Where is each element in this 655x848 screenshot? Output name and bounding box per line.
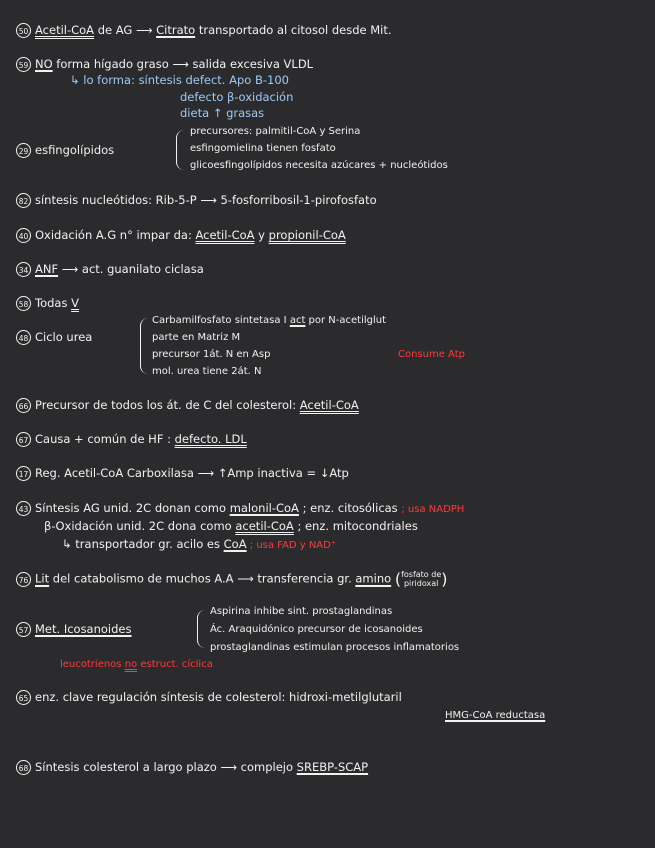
- term: act: [289, 315, 306, 326]
- note-65: [16, 690, 402, 705]
- brace: [176, 130, 185, 170]
- text: síntesis nucleótidos: Rib-5-P ⟶ 5-fosforribosil-1-pirofosfato: [35, 193, 377, 207]
- branch: esfingomielina tienen fosfato: [190, 143, 336, 154]
- note-43-line3: [62, 537, 336, 553]
- text: Síntesis colesterol a largo plazo ⟶ complejo: [35, 760, 297, 774]
- term: NO: [35, 57, 53, 71]
- note-number: 58: [16, 296, 31, 311]
- note-number: 66: [16, 398, 31, 413]
- note-50: [16, 23, 392, 38]
- text: del catabolismo de muchos A.A ⟶ transferencia gr.: [49, 571, 356, 586]
- term: defecto. LDL: [174, 432, 247, 446]
- note-66: [16, 398, 359, 413]
- note-number: 67: [16, 432, 31, 447]
- note-number: 65: [16, 690, 31, 705]
- note-number: 82: [16, 193, 31, 208]
- text: Precursor de todos los át. de C del colesterol:: [35, 398, 300, 412]
- term: V: [71, 296, 79, 310]
- term: Acetil-CoA: [195, 228, 255, 242]
- text: piridoxal: [403, 579, 439, 588]
- note-number: 68: [16, 760, 31, 775]
- text: ↳ transportador gr. acilo es: [62, 537, 224, 551]
- note-number: 57: [16, 622, 31, 637]
- text: ; enz. mitocondriales: [293, 519, 418, 533]
- note-57: [16, 622, 132, 637]
- text: Carbamilfosfato sintetasa I: [152, 315, 290, 326]
- note-number: 48: [16, 330, 31, 345]
- note-number: 43: [16, 501, 31, 516]
- text: β-Oxidación unid. 2C dona como: [44, 519, 236, 533]
- term: CoA: [223, 537, 247, 551]
- text: estruct. cíclica: [137, 659, 213, 670]
- paren-note: [401, 570, 441, 588]
- text: Síntesis AG unid. 2C donan como: [35, 501, 230, 515]
- text: leucotrienos: [60, 659, 125, 670]
- brace: [197, 610, 206, 648]
- term: no: [124, 659, 138, 670]
- note-76: 76 Lit del catabolismo de muchos A.A ⟶ transferencia gr. amino (fosfato de piridoxal ): [16, 570, 447, 588]
- term: propionil-CoA: [268, 228, 346, 242]
- term: Acetil-CoA: [299, 398, 359, 412]
- note-82: [16, 193, 377, 208]
- text: ⟶ act. guanilato ciclasa: [58, 262, 204, 276]
- term: SREBP-SCAP: [296, 760, 369, 774]
- branch: mol. urea tiene 2át. N: [152, 366, 262, 377]
- text: Reg. Acetil-CoA Carboxilasa ⟶ ↑Amp inactiva = ↓Atp: [35, 466, 349, 480]
- text: Oxidación A.G n° impar da:: [35, 228, 196, 242]
- branch: [152, 313, 386, 328]
- red-note: [60, 657, 213, 672]
- text: de AG ⟶: [94, 23, 157, 37]
- note-67: [16, 432, 247, 447]
- note-17: [16, 466, 349, 481]
- term: amino: [355, 571, 392, 586]
- label: Ciclo urea: [35, 330, 93, 344]
- note-34: [16, 262, 204, 277]
- branch: Aspirina inhibe sint. prostaglandinas: [210, 606, 393, 617]
- note-40: [16, 228, 346, 243]
- note-number: 40: [16, 228, 31, 243]
- text: ; enz. citosólicas: [298, 501, 402, 515]
- red-note: ; usa NADPH: [401, 504, 465, 515]
- text: enz. clave regulación síntesis de colesterol: hidroxi-metilglutaril: [35, 690, 402, 704]
- text: Todas: [35, 296, 72, 310]
- label: esfingolípidos: [35, 143, 115, 157]
- text: forma hígado graso ⟶ salida excesiva VLDL: [52, 57, 314, 71]
- label: Met. Icosanoides: [35, 622, 132, 636]
- branch: prostaglandinas estimulan procesos inflamatorios: [210, 642, 460, 653]
- note-58: [16, 296, 79, 311]
- term: ANF: [35, 262, 59, 276]
- note-number: 29: [16, 143, 31, 158]
- note-48: [16, 330, 92, 345]
- text: Causa + común de HF :: [35, 432, 175, 446]
- term: Acetil-CoA: [35, 23, 95, 37]
- term: acetil-CoA: [235, 519, 294, 533]
- term: malonil-CoA: [229, 501, 299, 515]
- text: y: [254, 228, 269, 242]
- branch: Ác. Araquidónico precursor de icosanoides: [210, 624, 423, 635]
- text: transportado al citosol desde Mit.: [195, 23, 392, 37]
- note-43: [16, 501, 464, 517]
- branch: precursores: palmitil-CoA y Serina: [190, 126, 361, 137]
- note-number: 34: [16, 262, 31, 277]
- term: Citrato: [156, 23, 196, 37]
- note-43-line2: [44, 519, 418, 534]
- note-59-sub: ↳ lo forma: síntesis defect. Apo B-100: [70, 73, 289, 87]
- text: por N-acetilglut: [305, 315, 387, 326]
- note-number: 76: [16, 572, 31, 587]
- brace: [140, 318, 149, 374]
- note-number: 17: [16, 466, 31, 481]
- term: Lit: [35, 571, 50, 586]
- note-68: [16, 760, 368, 775]
- note-59-sub: defecto β-oxidación: [180, 90, 294, 104]
- red-note: Consume Atp: [398, 349, 465, 360]
- branch: glicoesfingolípidos necesita azúcares + nucleótidos: [190, 160, 448, 171]
- note-59-sub: dieta ↑ grasas: [180, 106, 265, 120]
- note-59: [16, 57, 313, 72]
- text: fosfato de: [401, 570, 442, 579]
- term: HMG-CoA reductasa: [445, 710, 546, 721]
- note-number: 50: [16, 23, 31, 38]
- branch: precursor 1át. N en Asp: [152, 349, 271, 360]
- note-29: [16, 143, 114, 158]
- branch: parte en Matriz M: [152, 332, 241, 343]
- red-note: ; usa FAD y NAD⁺: [246, 540, 337, 551]
- note-number: 59: [16, 57, 31, 72]
